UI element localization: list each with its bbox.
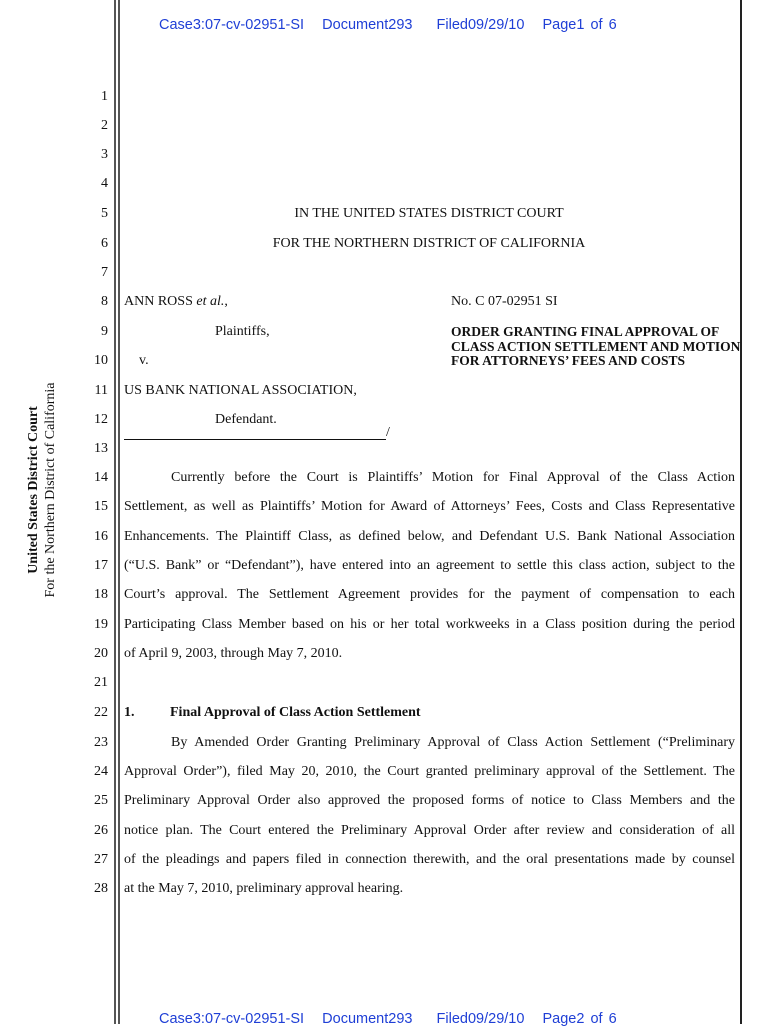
body-line: Participating Class Member based on his or her total workweeks in a Class position during the period: [124, 617, 735, 632]
line-number: 5: [101, 206, 108, 221]
line-number: 24: [94, 764, 108, 779]
body-line: of April 9, 2003, through May 7, 2010.: [124, 646, 343, 661]
defendant-label: Defendant.: [215, 412, 277, 427]
sidebar-court: United States District Court: [26, 406, 41, 574]
line-number: 27: [94, 852, 108, 867]
line-number: 10: [94, 353, 108, 368]
margin-rule-left-inner: [118, 0, 120, 993]
line-number: 3: [101, 147, 108, 162]
body-line: Approval Order”), filed May 20, 2010, the Court granted preliminary approval of the Settlement. The: [124, 764, 735, 779]
margin-rule-right-page2: [740, 993, 742, 1024]
body-line: Court’s approval. The Settlement Agreement provides for the payment of compensation to each: [124, 587, 735, 602]
plaintiffs-label: Plaintiffs,: [215, 324, 270, 339]
line-number: 9: [101, 324, 108, 339]
line-number: 18: [94, 587, 108, 602]
body-line: Currently before the Court is Plaintiffs’ Motion for Final Approval of the Class Action: [171, 470, 735, 485]
line-number: 12: [94, 412, 108, 427]
margin-rule-right: [740, 0, 742, 993]
line-number: 16: [94, 529, 108, 544]
line-number: 19: [94, 617, 108, 632]
order-title: ORDER GRANTING FINAL APPROVAL OF CLASS ACTION SETTLEMENT AND MOTION FOR ATTORNEYS’ FEES AND COSTS: [451, 324, 741, 368]
line-number: 22: [94, 705, 108, 720]
versus-label: v.: [139, 353, 149, 368]
line-number: 4: [101, 176, 108, 191]
plaintiff-name: ANN ROSS et al.,: [124, 294, 228, 309]
section-number: 1.: [124, 705, 135, 720]
margin-rule-left-outer-page2: [114, 993, 116, 1024]
body-line: By Amended Order Granting Preliminary Approval of Class Action Settlement (“Preliminary: [171, 735, 735, 750]
line-number: 7: [101, 265, 108, 280]
defendant-name: US BANK NATIONAL ASSOCIATION,: [124, 383, 357, 398]
line-number: 26: [94, 823, 108, 838]
case-number: No. C 07-02951 SI: [451, 294, 558, 309]
body-line: (“U.S. Bank” or “Defendant”), have entered into an agreement to settle this class action, subject to the: [124, 558, 735, 573]
line-number: 8: [101, 294, 108, 309]
body-line: Settlement, as well as Plaintiffs’ Motion for Award of Attorneys’ Fees, Costs and Class Representative: [124, 499, 735, 514]
line-number: 17: [94, 558, 108, 573]
line-number: 13: [94, 441, 108, 456]
section-title: Final Approval of Class Action Settlement: [170, 705, 421, 720]
body-line: Enhancements. The Plaintiff Class, as defined below, and Defendant U.S. Bank National Association: [124, 529, 735, 544]
line-number: 2: [101, 118, 108, 133]
line-number: 14: [94, 470, 108, 485]
caption-rule: [124, 439, 386, 440]
line-number: 20: [94, 646, 108, 661]
line-number: 6: [101, 236, 108, 251]
ecf-header-page1[interactable]: Case3:07-cv-02951-SI Document293 Filed09/29/10 Page1 of 6: [159, 17, 617, 33]
line-number: 28: [94, 881, 108, 896]
line-number: 15: [94, 499, 108, 514]
court-name-line2: FOR THE NORTHERN DISTRICT OF CALIFORNIA: [272, 236, 586, 251]
caption-slash: /: [386, 425, 390, 440]
line-number: 1: [101, 89, 108, 104]
line-number: 23: [94, 735, 108, 750]
sidebar-district: For the Northern District of California: [43, 382, 58, 598]
line-number: 21: [94, 675, 108, 690]
body-line: notice plan. The Court entered the Preliminary Approval Order after review and consideration of all: [124, 823, 735, 838]
line-number: 11: [94, 383, 108, 398]
body-line: at the May 7, 2010, preliminary approval hearing.: [124, 881, 404, 896]
ecf-header-page2[interactable]: Case3:07-cv-02951-SI Document293 Filed09/29/10 Page2 of 6: [159, 1011, 617, 1027]
line-number: 25: [94, 793, 108, 808]
body-line: Preliminary Approval Order also approved the proposed forms of notice to Class Members and the: [124, 793, 735, 808]
margin-rule-left-inner-page2: [118, 993, 120, 1024]
court-name-line1: IN THE UNITED STATES DISTRICT COURT: [294, 206, 564, 221]
body-line: of the pleadings and papers filed in connection therewith, and the oral presentations made by counsel: [124, 852, 735, 867]
margin-rule-left-outer: [114, 0, 116, 993]
